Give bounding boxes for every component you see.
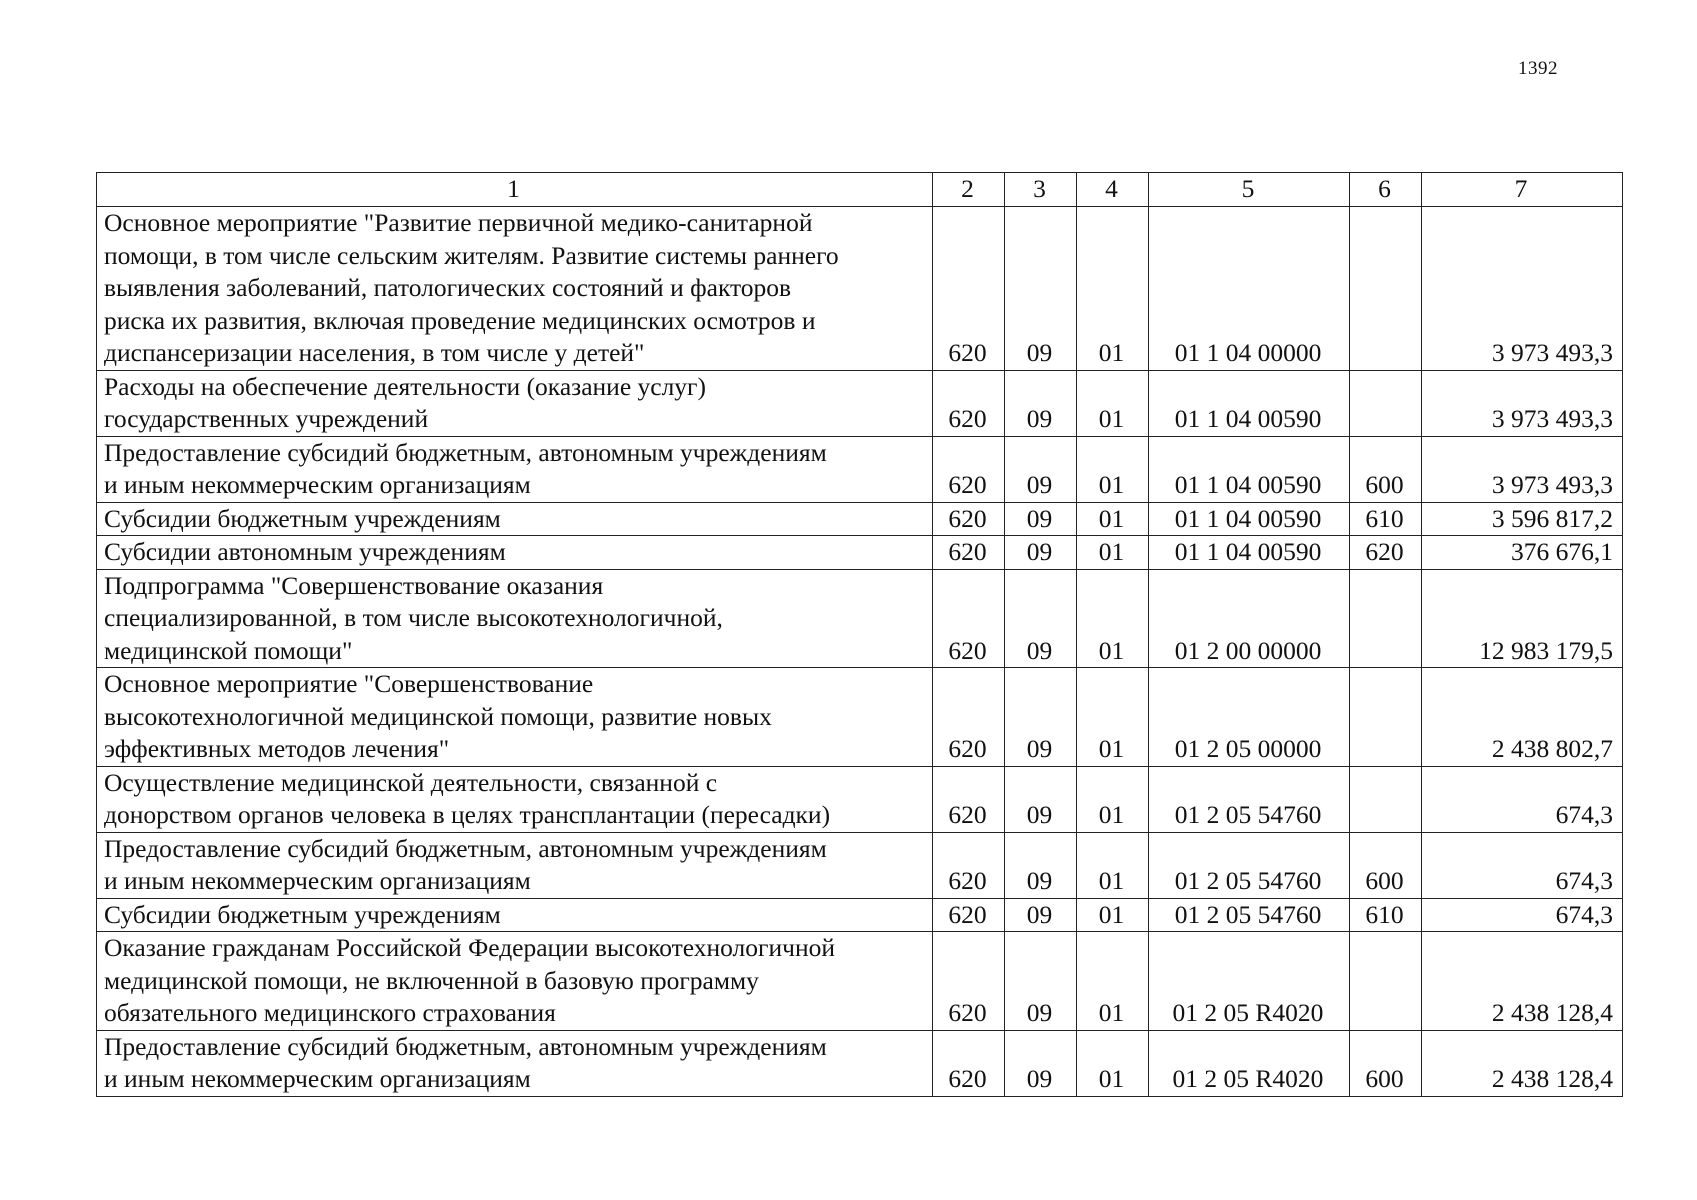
section-code-cell: 09 bbox=[1005, 668, 1077, 767]
ministry-code-cell: 620 bbox=[933, 832, 1005, 898]
amount-cell: 12 983 179,5 bbox=[1422, 569, 1623, 668]
row-name-text: Осуществление медицинской деятельности, связанной с донорством органов человека в целях трансплантации (пересадки) bbox=[104, 767, 831, 829]
row-name-cell bbox=[97, 668, 933, 767]
section-code-cell: 09 bbox=[1005, 370, 1077, 436]
row-name-cell bbox=[97, 898, 933, 932]
ministry-code-cell: 620 bbox=[933, 569, 1005, 668]
section-code-cell: 09 bbox=[1005, 502, 1077, 536]
column-header: 5 bbox=[1149, 173, 1350, 207]
row-name-cell bbox=[97, 536, 933, 570]
ministry-code-cell: 620 bbox=[933, 207, 1005, 371]
table-row bbox=[97, 932, 1623, 1031]
amount-cell: 2 438 128,4 bbox=[1422, 1030, 1623, 1096]
expense-type-cell bbox=[1350, 569, 1422, 668]
target-article-cell: 01 2 00 00000 bbox=[1149, 569, 1350, 668]
ministry-code-cell: 620 bbox=[933, 1030, 1005, 1096]
target-article-cell: 01 1 04 00590 bbox=[1149, 536, 1350, 570]
row-name-cell bbox=[97, 766, 933, 832]
subsection-code-cell: 01 bbox=[1077, 832, 1149, 898]
expense-type-cell: 600 bbox=[1350, 832, 1422, 898]
row-name-cell bbox=[97, 370, 933, 436]
subsection-code-cell: 01 bbox=[1077, 207, 1149, 371]
table-row bbox=[97, 436, 1623, 502]
row-name-text: Субсидии бюджетным учреждениям bbox=[104, 899, 501, 929]
expense-type-cell bbox=[1350, 766, 1422, 832]
amount-cell: 3 973 493,3 bbox=[1422, 370, 1623, 436]
table-row bbox=[97, 1030, 1623, 1096]
ministry-code-cell: 620 bbox=[933, 502, 1005, 536]
table-row bbox=[97, 668, 1623, 767]
row-name-text: Основное мероприятие "Развитие первичной медико-санитарной помощи, в том числе сельским жителям. Развитие системы раннего выявления заболеваний, патологических состояний и факторов риска их развития, включая проведение медицинских осмотров и диспансеризации населения, в том числе у детей" bbox=[104, 208, 839, 367]
subsection-code-cell: 01 bbox=[1077, 536, 1149, 570]
ministry-code-cell: 620 bbox=[933, 932, 1005, 1031]
expense-type-cell: 620 bbox=[1350, 536, 1422, 570]
ministry-code-cell: 620 bbox=[933, 436, 1005, 502]
row-name-cell bbox=[97, 932, 933, 1031]
amount-cell: 2 438 128,4 bbox=[1422, 932, 1623, 1031]
section-code-cell: 09 bbox=[1005, 832, 1077, 898]
budget-table bbox=[96, 172, 1623, 1097]
row-name-text: Оказание гражданам Российской Федерации высокотехнологичной медицинской помощи, не включенной в базовую программу обязательного медицинского страхования bbox=[104, 933, 836, 1027]
subsection-code-cell: 01 bbox=[1077, 436, 1149, 502]
row-name-text: Субсидии автономным учреждениям bbox=[104, 537, 506, 566]
column-header: 7 bbox=[1422, 173, 1623, 207]
column-header: 4 bbox=[1077, 173, 1149, 207]
target-article-cell: 01 2 05 54760 bbox=[1149, 898, 1350, 932]
row-name-cell bbox=[97, 569, 933, 668]
table-row bbox=[97, 536, 1623, 570]
row-name-text: Предоставление субсидий бюджетным, автономным учреждениям и иным некоммерческим организациям bbox=[104, 1031, 827, 1093]
ministry-code-cell: 620 bbox=[933, 668, 1005, 767]
row-name-text: Предоставление субсидий бюджетным, автономным учреждениям и иным некоммерческим организациям bbox=[104, 833, 827, 895]
expense-type-cell bbox=[1350, 668, 1422, 767]
target-article-cell: 01 2 05 R4020 bbox=[1149, 1030, 1350, 1096]
subsection-code-cell: 01 bbox=[1077, 932, 1149, 1031]
column-header: 6 bbox=[1350, 173, 1422, 207]
subsection-code-cell: 01 bbox=[1077, 370, 1149, 436]
subsection-code-cell: 01 bbox=[1077, 1030, 1149, 1096]
row-name-cell bbox=[97, 436, 933, 502]
subsection-code-cell: 01 bbox=[1077, 898, 1149, 932]
expense-type-cell: 600 bbox=[1350, 436, 1422, 502]
amount-cell: 674,3 bbox=[1422, 766, 1623, 832]
amount-cell: 3 596 817,2 bbox=[1422, 502, 1623, 536]
ministry-code-cell: 620 bbox=[933, 766, 1005, 832]
row-name-cell bbox=[97, 502, 933, 536]
row-name-cell bbox=[97, 1030, 933, 1096]
subsection-code-cell: 01 bbox=[1077, 766, 1149, 832]
table-row bbox=[97, 569, 1623, 668]
target-article-cell: 01 1 04 00590 bbox=[1149, 502, 1350, 536]
amount-cell: 3 973 493,3 bbox=[1422, 436, 1623, 502]
section-code-cell: 09 bbox=[1005, 1030, 1077, 1096]
amount-cell: 376 676,1 bbox=[1422, 536, 1623, 570]
column-header: 1 bbox=[97, 173, 933, 207]
row-name-cell bbox=[97, 207, 933, 371]
section-code-cell: 09 bbox=[1005, 932, 1077, 1031]
section-code-cell: 09 bbox=[1005, 436, 1077, 502]
target-article-cell: 01 2 05 54760 bbox=[1149, 832, 1350, 898]
target-article-cell: 01 1 04 00000 bbox=[1149, 207, 1350, 371]
expense-type-cell bbox=[1350, 932, 1422, 1031]
table-row bbox=[97, 502, 1623, 536]
table-row bbox=[97, 370, 1623, 436]
subsection-code-cell: 01 bbox=[1077, 668, 1149, 767]
row-name-text: Субсидии бюджетным учреждениям bbox=[104, 503, 501, 533]
target-article-cell: 01 2 05 00000 bbox=[1149, 668, 1350, 767]
column-header: 2 bbox=[933, 173, 1005, 207]
row-name-text: Предоставление субсидий бюджетным, автономным учреждениям и иным некоммерческим организациям bbox=[104, 437, 827, 499]
row-name-text: Расходы на обеспечение деятельности (оказание услуг) государственных учреждений bbox=[104, 371, 707, 433]
section-code-cell: 09 bbox=[1005, 898, 1077, 932]
subsection-code-cell: 01 bbox=[1077, 502, 1149, 536]
amount-cell: 3 973 493,3 bbox=[1422, 207, 1623, 371]
section-code-cell: 09 bbox=[1005, 536, 1077, 570]
section-code-cell: 09 bbox=[1005, 569, 1077, 668]
table-row bbox=[97, 832, 1623, 898]
page-number: 1392 bbox=[1518, 58, 1558, 79]
expense-type-cell: 600 bbox=[1350, 1030, 1422, 1096]
expense-type-cell: 610 bbox=[1350, 898, 1422, 932]
expense-type-cell bbox=[1350, 207, 1422, 371]
table-header-row bbox=[97, 173, 1623, 207]
amount-cell: 674,3 bbox=[1422, 832, 1623, 898]
row-name-cell bbox=[97, 832, 933, 898]
expense-type-cell bbox=[1350, 370, 1422, 436]
ministry-code-cell: 620 bbox=[933, 898, 1005, 932]
ministry-code-cell: 620 bbox=[933, 370, 1005, 436]
amount-cell: 674,3 bbox=[1422, 898, 1623, 932]
expense-type-cell: 610 bbox=[1350, 502, 1422, 536]
table-row bbox=[97, 207, 1623, 371]
column-header: 3 bbox=[1005, 173, 1077, 207]
table-row bbox=[97, 766, 1623, 832]
amount-cell: 2 438 802,7 bbox=[1422, 668, 1623, 767]
row-name-text: Основное мероприятие "Совершенствование высокотехнологичной медицинской помощи, развитие новых эффективных методов лечения" bbox=[104, 669, 772, 763]
subsection-code-cell: 01 bbox=[1077, 569, 1149, 668]
target-article-cell: 01 2 05 R4020 bbox=[1149, 932, 1350, 1031]
section-code-cell: 09 bbox=[1005, 207, 1077, 371]
row-name-text: Подпрограмма "Совершенствование оказания специализированной, в том числе высокотехнологичной, медицинской помощи" bbox=[104, 570, 723, 665]
target-article-cell: 01 1 04 00590 bbox=[1149, 370, 1350, 436]
target-article-cell: 01 2 05 54760 bbox=[1149, 766, 1350, 832]
target-article-cell: 01 1 04 00590 bbox=[1149, 436, 1350, 502]
section-code-cell: 09 bbox=[1005, 766, 1077, 832]
table-row bbox=[97, 898, 1623, 932]
ministry-code-cell: 620 bbox=[933, 536, 1005, 570]
